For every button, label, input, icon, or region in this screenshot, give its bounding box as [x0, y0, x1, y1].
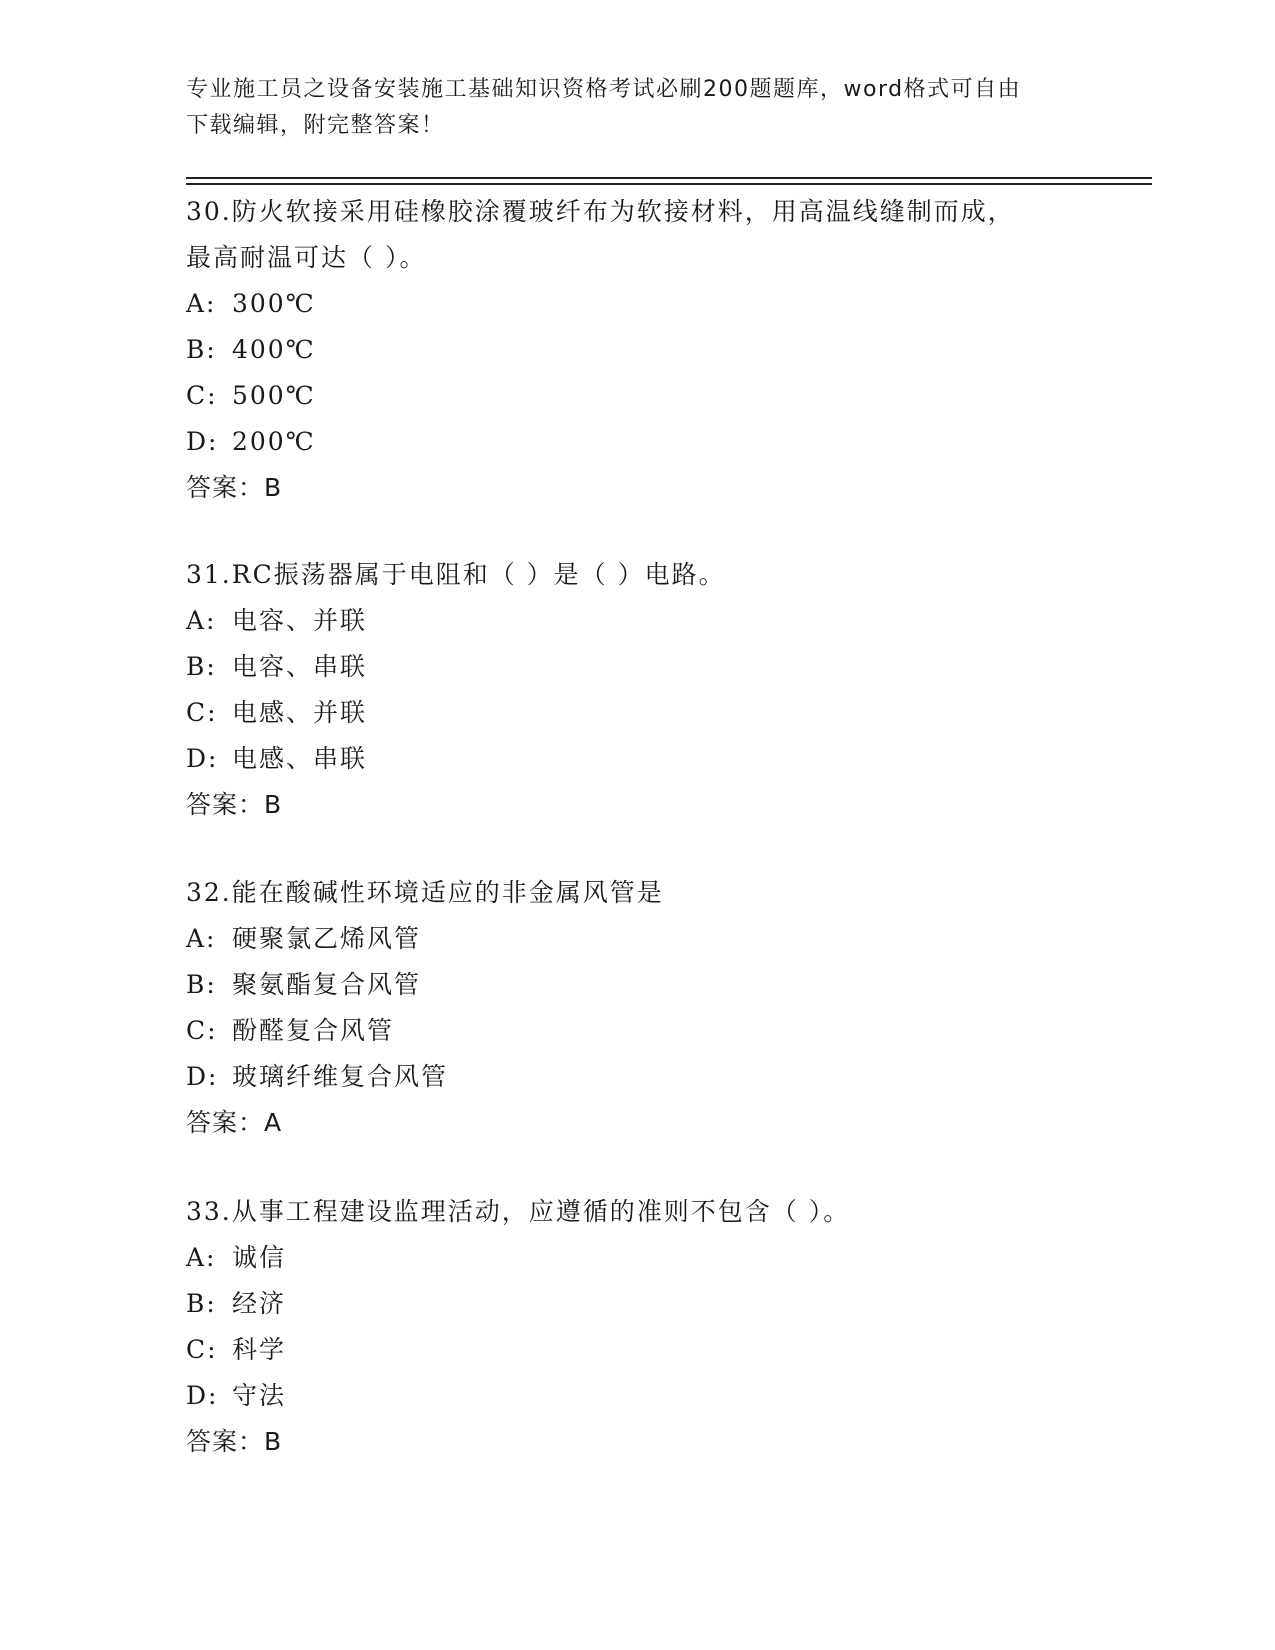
option-letter: C: — [186, 1016, 218, 1045]
question-32 — [186, 870, 1086, 1146]
option-text: 聚氨酯复合风管 — [232, 970, 422, 999]
option-text: 玻璃纤维复合风管 — [232, 1062, 449, 1091]
option-b — [186, 644, 1086, 690]
option-letter: D: — [186, 427, 219, 456]
question-stem: 33.从事工程建设监理活动，应遵循的准则不包含（ ）。 — [186, 1197, 851, 1226]
header-line-1: 专业施工员之设备安装施工基础知识资格考试必刷200题题库，word格式可自由 — [186, 77, 1022, 102]
question-31 — [186, 552, 1086, 828]
option-text: 400℃ — [232, 335, 316, 364]
option-letter: A: — [186, 924, 217, 953]
answer-line: 答案：A — [186, 1108, 283, 1137]
option-a — [186, 1235, 1086, 1281]
option-letter: A: — [186, 606, 217, 635]
answer-line: 答案：B — [186, 1427, 283, 1456]
header-line-2: 下载编辑，附完整答案！ — [186, 113, 445, 138]
document-header — [186, 72, 1066, 144]
option-text: 守法 — [232, 1381, 287, 1410]
option-letter: A: — [186, 1243, 217, 1272]
option-text: 硬聚氯乙烯风管 — [232, 924, 422, 953]
option-text: 电容、并联 — [232, 606, 368, 635]
option-text: 经济 — [232, 1289, 287, 1318]
option-letter: C: — [186, 381, 218, 410]
option-b — [186, 327, 1086, 373]
option-letter: D: — [186, 744, 219, 773]
option-text: 电感、串联 — [232, 744, 368, 773]
option-text: 300℃ — [232, 289, 316, 318]
option-text: 酚醛复合风管 — [232, 1016, 395, 1045]
option-letter: B: — [186, 970, 217, 999]
header-divider-top — [186, 177, 1152, 179]
option-letter: A: — [186, 289, 217, 318]
header-divider-bottom — [186, 183, 1152, 185]
option-text: 500℃ — [232, 381, 316, 410]
option-letter: C: — [186, 1335, 218, 1364]
option-letter: D: — [186, 1062, 219, 1091]
option-d — [186, 1373, 1086, 1419]
option-b — [186, 1281, 1086, 1327]
option-letter: B: — [186, 652, 217, 681]
option-c — [186, 1327, 1086, 1373]
question-33 — [186, 1189, 1086, 1465]
option-c — [186, 373, 1086, 419]
option-c — [186, 690, 1086, 736]
option-text: 科学 — [232, 1335, 287, 1364]
option-text: 200℃ — [232, 427, 316, 456]
answer-line: 答案：B — [186, 473, 283, 502]
option-text: 诚信 — [232, 1243, 287, 1272]
option-a — [186, 916, 1086, 962]
option-d — [186, 736, 1086, 782]
question-stem-continued: 最高耐温可达（ ）。 — [186, 243, 427, 272]
question-stem: 30.防火软接采用硅橡胶涂覆玻纤布为软接材料，用高温线缝制而成， — [186, 197, 1015, 226]
option-text: 电感、并联 — [232, 698, 368, 727]
option-letter: C: — [186, 698, 218, 727]
option-d — [186, 1054, 1086, 1100]
option-letter: B: — [186, 335, 217, 364]
question-stem: 32.能在酸碱性环境适应的非金属风管是 — [186, 878, 664, 907]
option-c — [186, 1008, 1086, 1054]
option-a — [186, 598, 1086, 644]
option-a — [186, 281, 1086, 327]
question-30 — [186, 189, 1086, 511]
option-letter: D: — [186, 1381, 219, 1410]
option-text: 电容、串联 — [232, 652, 368, 681]
option-letter: B: — [186, 1289, 217, 1318]
option-b — [186, 962, 1086, 1008]
option-d — [186, 419, 1086, 465]
question-stem: 31.RC振荡器属于电阻和（ ）是（ ）电路。 — [186, 560, 726, 589]
answer-line: 答案：B — [186, 790, 283, 819]
